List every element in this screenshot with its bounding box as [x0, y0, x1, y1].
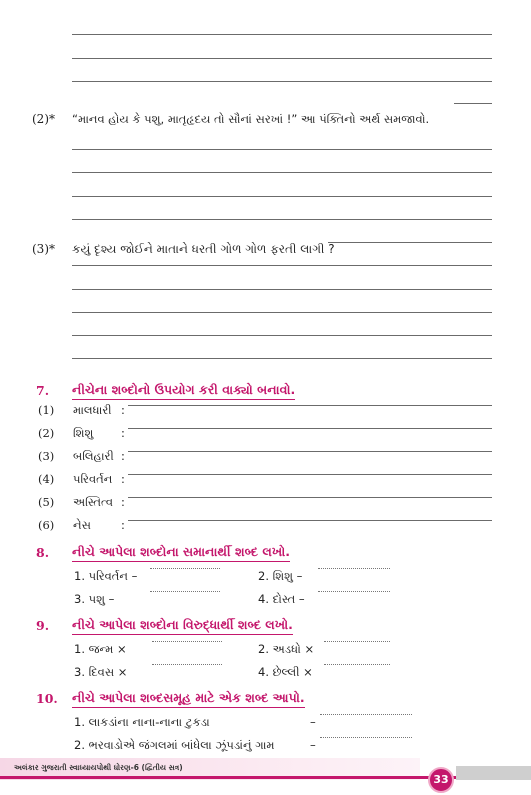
antonym-item: 4. છેલ્લી ×	[258, 665, 313, 679]
synonym-item: 2. શિશુ –	[258, 569, 303, 583]
answer-blank[interactable]	[152, 641, 222, 642]
answer-line[interactable]	[72, 358, 492, 359]
phrase-item: 1. લાકડાંના નાના-નાના ટુકડા	[74, 715, 210, 729]
synonym-item: 1. પરિવર્તન –	[74, 569, 138, 583]
answer-blank[interactable]	[318, 591, 390, 592]
item-number: (2)	[38, 426, 55, 440]
answer-line[interactable]	[328, 242, 492, 243]
question-number: (2)*	[32, 112, 55, 126]
answer-line[interactable]	[128, 474, 492, 475]
question-text: કયું દૃશ્ય જોઈને માતાને ધરતી ગોળ ગોળ ફરતી લાગી ?	[72, 242, 335, 256]
phrase-dash: –	[310, 715, 316, 729]
item-number: (5)	[38, 495, 55, 509]
item-number: (4)	[38, 472, 55, 486]
phrase-dash: –	[310, 738, 316, 752]
page-number: 33	[428, 767, 454, 793]
answer-line[interactable]	[128, 405, 492, 406]
item-word: પરિવર્તન	[73, 472, 113, 486]
section-title: નીચે આપેલા શબ્દોના સમાનાર્થી શબ્દ લખો.	[72, 544, 290, 562]
section-title: નીચે આપેલા શબ્દસમૂહ માટે એક શબ્દ આપો.	[72, 690, 305, 708]
answer-line[interactable]	[72, 172, 492, 173]
answer-blank[interactable]	[152, 664, 222, 665]
answer-line[interactable]	[72, 219, 492, 220]
antonym-item: 2. અડધો ×	[258, 642, 315, 656]
answer-line[interactable]	[72, 335, 492, 336]
answer-line[interactable]	[128, 497, 492, 498]
answer-line[interactable]	[72, 312, 492, 313]
item-colon: :	[121, 426, 125, 440]
section-title: નીચે આપેલા શબ્દોના વિરુદ્ધાર્થી શબ્દ લખો.	[72, 617, 293, 635]
synonym-item: 4. દોસ્ત –	[258, 592, 305, 606]
answer-line[interactable]	[72, 149, 492, 150]
answer-line[interactable]	[128, 451, 492, 452]
answer-blank[interactable]	[324, 664, 390, 665]
item-word: બલિહારી	[73, 449, 114, 463]
item-colon: :	[121, 449, 125, 463]
item-number: (1)	[38, 403, 55, 417]
section-number: 7.	[36, 383, 50, 398]
answer-blank[interactable]	[320, 714, 412, 715]
answer-blank[interactable]	[324, 641, 390, 642]
section-number: 8.	[36, 545, 50, 560]
section-title: નીચેના શબ્દોનો ઉપયોગ કરી વાક્યો બનાવો.	[72, 382, 295, 400]
antonym-item: 1. જન્મ ×	[74, 642, 127, 656]
antonym-item: 3. દિવસ ×	[74, 665, 128, 679]
phrase-item: 2. ભરવાડોએ જંગલમાં બાંધેલા ઝૂંપડાંનું ગામ	[74, 738, 275, 752]
answer-blank[interactable]	[150, 591, 220, 592]
item-colon: :	[121, 495, 125, 509]
answer-line[interactable]	[72, 34, 492, 35]
footer-book-title: અલંકાર ગુજરાતી સ્વાધ્યાયપોથી ધોરણ-6 (દ્વિતીય સત્ર)	[14, 763, 183, 772]
question-text: “માનવ હોય કે પશુ, માતૃહૃદય તો સૌનાં સરખાં !” આ પંક્તિનો અર્થ સમજાવો.	[72, 112, 430, 126]
item-colon: :	[121, 518, 125, 532]
section-number: 9.	[36, 618, 50, 633]
answer-blank[interactable]	[320, 737, 412, 738]
answer-line[interactable]	[72, 58, 492, 59]
item-word: નેસ	[73, 518, 91, 532]
question-number: (3)*	[32, 242, 55, 256]
answer-line[interactable]	[72, 289, 492, 290]
answer-line[interactable]	[72, 265, 492, 266]
answer-line[interactable]	[72, 81, 492, 82]
answer-line[interactable]	[72, 196, 492, 197]
item-word: અસ્તિત્વ	[73, 495, 114, 509]
answer-line[interactable]	[128, 520, 492, 521]
section-number: 10.	[36, 691, 58, 706]
answer-blank[interactable]	[318, 568, 390, 569]
item-colon: :	[121, 403, 125, 417]
answer-blank[interactable]	[150, 568, 220, 569]
item-number: (6)	[38, 518, 55, 532]
footer-gray-block	[456, 766, 531, 780]
item-word: માલધારી	[73, 403, 112, 417]
answer-line[interactable]	[128, 428, 492, 429]
item-number: (3)	[38, 449, 55, 463]
item-word: શિશુ	[73, 426, 94, 440]
synonym-item: 3. પશુ –	[74, 592, 115, 606]
item-colon: :	[121, 472, 125, 486]
answer-line[interactable]	[454, 103, 492, 104]
